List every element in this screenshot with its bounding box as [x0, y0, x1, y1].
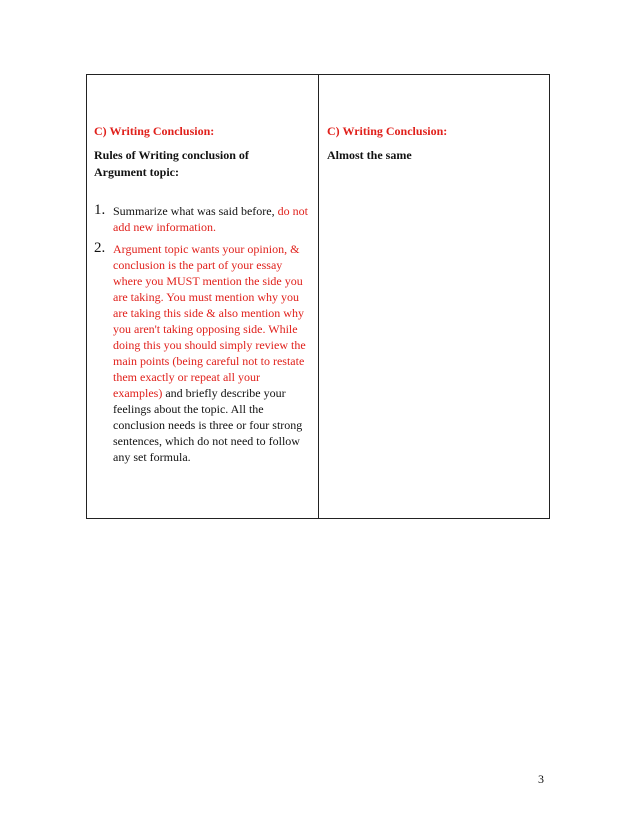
- page-number: 3: [538, 772, 544, 786]
- list-item-number: 1.: [94, 202, 106, 218]
- list-item-text-red: do not add new information.: [113, 204, 308, 234]
- left-heading: C) Writing Conclusion:: [94, 124, 215, 138]
- list-item-text-red: Argument topic wants your opinion, & conclusion is the part of your essay where you MUST mention the side you are taking. You must mention why you are taking this side & also mention why you aren't taking opposing side. While doing this you should simply review the main points (being careful not to restate them exactly or repeat all your examples): [113, 242, 306, 400]
- left-subheading: Rules of Writing conclusion of Argument topic:: [94, 148, 249, 179]
- list-item-text-black: Summarize what was said before,: [113, 204, 278, 218]
- comparison-table: [86, 74, 550, 519]
- list-item: [94, 241, 310, 465]
- list-item-number: 2.: [94, 240, 106, 256]
- list-item: [94, 203, 310, 235]
- rules-list: [94, 203, 310, 465]
- list-item-text-black: and briefly describe your feelings about the topic. All the conclusion needs is three or four strong sentences, which do not need to follow any set formula.: [113, 386, 303, 464]
- table-cell-left: [87, 75, 319, 518]
- right-heading: C) Writing Conclusion:: [327, 124, 448, 138]
- right-subheading: Almost the same: [327, 148, 412, 162]
- table-cell-right: [319, 75, 549, 518]
